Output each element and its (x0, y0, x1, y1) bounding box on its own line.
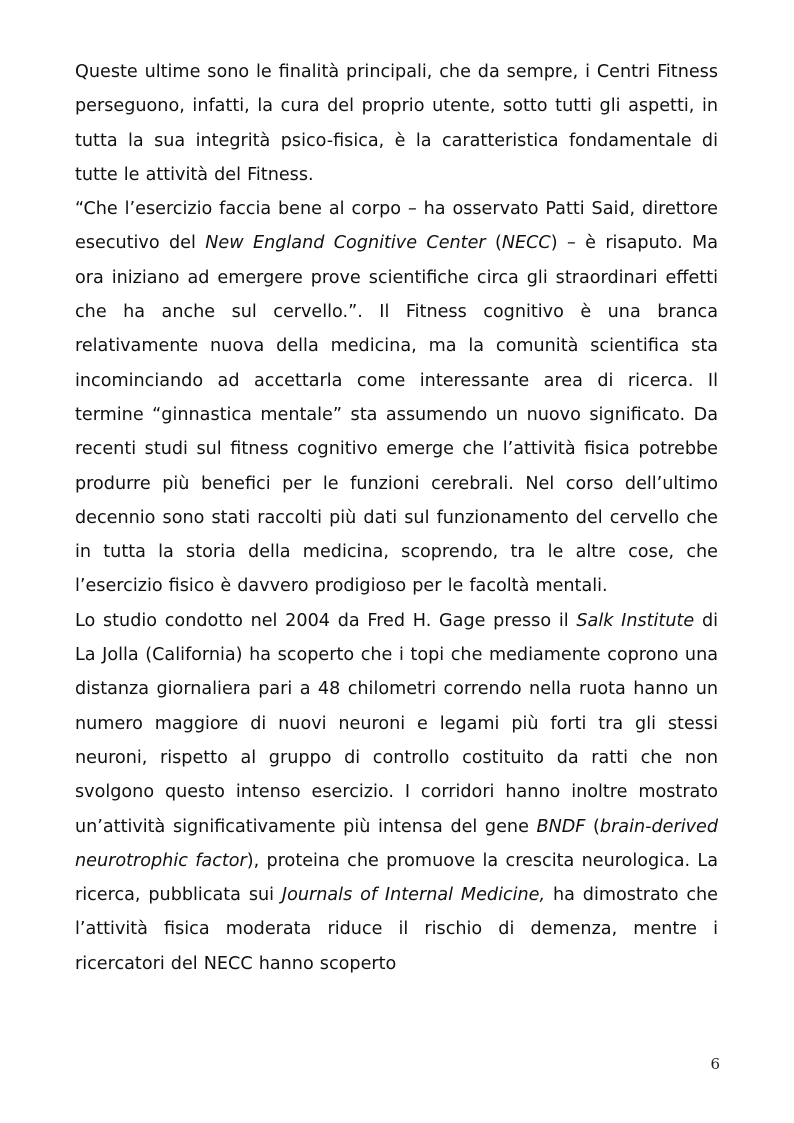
text-segment: ) – è risaputo. Ma ora iniziano ad emergere prove scientifiche circa gli straordinari effetti che ha anche sul cervello.”. Il Fitness cognitivo è una branca relativamente nuova della medicina, ma la comunità scientifica sta incominciando ad accettarla come interessante area di ricerca. Il termine “ginnastica mentale” sta assumendo un nuovo significato. Da recenti studi sul fitness cognitivo emerge che l’attività fisica potrebbe produrre più benefici per le funzioni cerebrali. Nel corso dell’ultimo decennio sono stati raccolti più dati sul funzionamento del cervello che in tutta la storia della medicina, scoprendo, tra le altre cose, che l’esercizio fisico è davvero prodigioso per le facoltà mentali. (75, 233, 718, 597)
text-segment: Queste ultime sono le finalità principali, che da sempre, i Centri Fitness perseguono, infatti, la cura del proprio utente, sotto tutti gli aspetti, in tutta la sua integrità psico-fisica, è la caratteristica fondamentale di tutte le attività del Fitness. (75, 62, 718, 185)
text-segment: ), proteina che promuove la crescita neurologica. La ricerca, pubblicata sui (75, 850, 718, 906)
text-segment: Lo studio condotto nel 2004 da Fred H. Gage presso il (75, 610, 577, 631)
page-body (75, 55, 718, 981)
paragraph-1 (75, 55, 718, 192)
page-number: 6 (710, 1055, 720, 1073)
italic-institute-name: Salk Institute (576, 610, 695, 631)
paragraph-3 (75, 604, 718, 981)
text-segment: di La Jolla (California) ha scoperto che i topi che mediamente coprono una distanza giornaliera pari a 48 chilometri correndo nella ruota hanno un numero maggiore di nuovi neuroni e legami più forti tra gli stessi neuroni, rispetto al gruppo di controllo costituito da ratti che non svolgono questo intenso esercizio. I corridori hanno inoltre mostrato un’attività significativamente più intensa del gene (75, 610, 718, 837)
paragraph-2 (75, 192, 718, 604)
italic-acronym: NECC (501, 233, 551, 254)
italic-gene-name: BNDF (536, 816, 586, 837)
italic-org-name: New England Cognitive Center (205, 233, 486, 254)
italic-journal-name: Journals of Internal Medicine, (281, 885, 546, 906)
text-segment: ( (485, 233, 502, 254)
text-segment: ha dimostrato che l’attività fisica moderata riduce il rischio di demenza, mentre i ricercatori del NECC hanno scoperto (75, 885, 719, 974)
text-segment: “Che l’esercizio faccia bene al corpo – ha osservato Patti Said, direttore esecutivo del (75, 199, 718, 254)
text-segment: ( (585, 816, 600, 837)
italic-gene-fullname: brain-derived neurotrophic factor (75, 816, 718, 871)
